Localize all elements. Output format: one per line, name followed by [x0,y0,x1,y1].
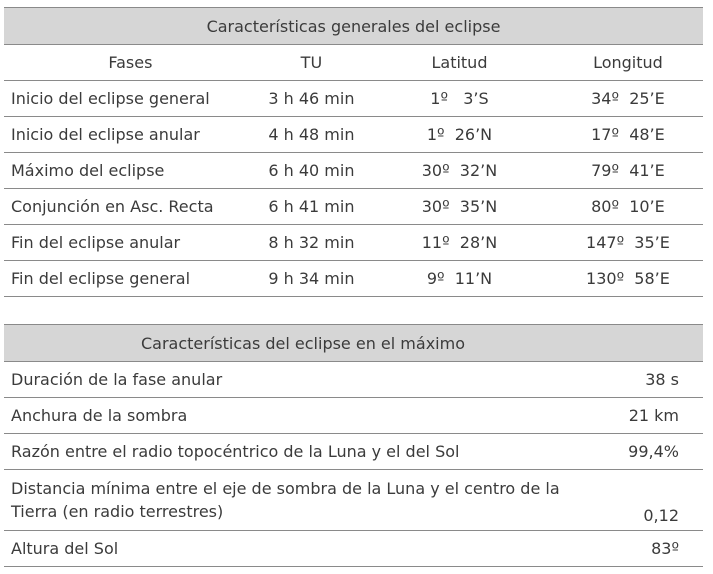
latitude-cell: 1º 26’N [366,117,553,153]
table-row [4,434,703,470]
time-cell: 9 h 34 min [257,261,366,297]
property-value: 38 s [569,362,703,398]
property-label: Anchura de la sombra [4,398,569,434]
longitude-cell: 79º 41’E [553,153,703,189]
table-row [4,398,703,434]
longitude-cell: 80º 10’E [553,189,703,225]
latitude-cell: 1º 3’S [366,81,553,117]
latitude-cell: 30º 32’N [366,153,553,189]
column-header-row [4,45,703,81]
longitude-cell: 17º 48’E [553,117,703,153]
col-header-longitud: Longitud [553,45,703,81]
phase-cell: Inicio del eclipse general [4,81,257,117]
col-header-latitud: Latitud [366,45,553,81]
time-cell: 6 h 40 min [257,153,366,189]
property-value: 99,4% [569,434,703,470]
maximum-characteristics-table [4,324,703,567]
property-value: 21 km [569,398,703,434]
table-row [4,531,703,567]
table-row [4,225,703,261]
longitude-cell: 147º 35’E [553,225,703,261]
time-cell: 6 h 41 min [257,189,366,225]
col-header-fases: Fases [4,45,257,81]
property-label: Distancia mínima entre el eje de sombra de la Luna y el centro de la Tierra (en radio terrestres) [4,470,569,531]
time-cell: 3 h 46 min [257,81,366,117]
latitude-cell: 11º 28’N [366,225,553,261]
table-row [4,362,703,398]
time-cell: 8 h 32 min [257,225,366,261]
maximum-table-title: Características del eclipse en el máximo [4,325,703,362]
property-label: Altura del Sol [4,531,569,567]
table-row [4,189,703,225]
phase-cell: Máximo del eclipse [4,153,257,189]
property-value: 83º [569,531,703,567]
longitude-cell: 130º 58’E [553,261,703,297]
col-header-tu: TU [257,45,366,81]
property-label: Razón entre el radio topocéntrico de la Luna y el del Sol [4,434,569,470]
general-table-title: Características generales del eclipse [4,8,703,45]
longitude-cell: 34º 25’E [553,81,703,117]
property-value: 0,12 [569,470,703,531]
property-label: Duración de la fase anular [4,362,569,398]
phase-cell: Fin del eclipse anular [4,225,257,261]
phase-cell: Fin del eclipse general [4,261,257,297]
table-row [4,117,703,153]
table-row [4,81,703,117]
table-row [4,470,703,531]
latitude-cell: 9º 11’N [366,261,553,297]
phase-cell: Conjunción en Asc. Recta [4,189,257,225]
phase-cell: Inicio del eclipse anular [4,117,257,153]
table-row [4,153,703,189]
table-row [4,261,703,297]
latitude-cell: 30º 35’N [366,189,553,225]
general-characteristics-table [4,7,703,297]
time-cell: 4 h 48 min [257,117,366,153]
